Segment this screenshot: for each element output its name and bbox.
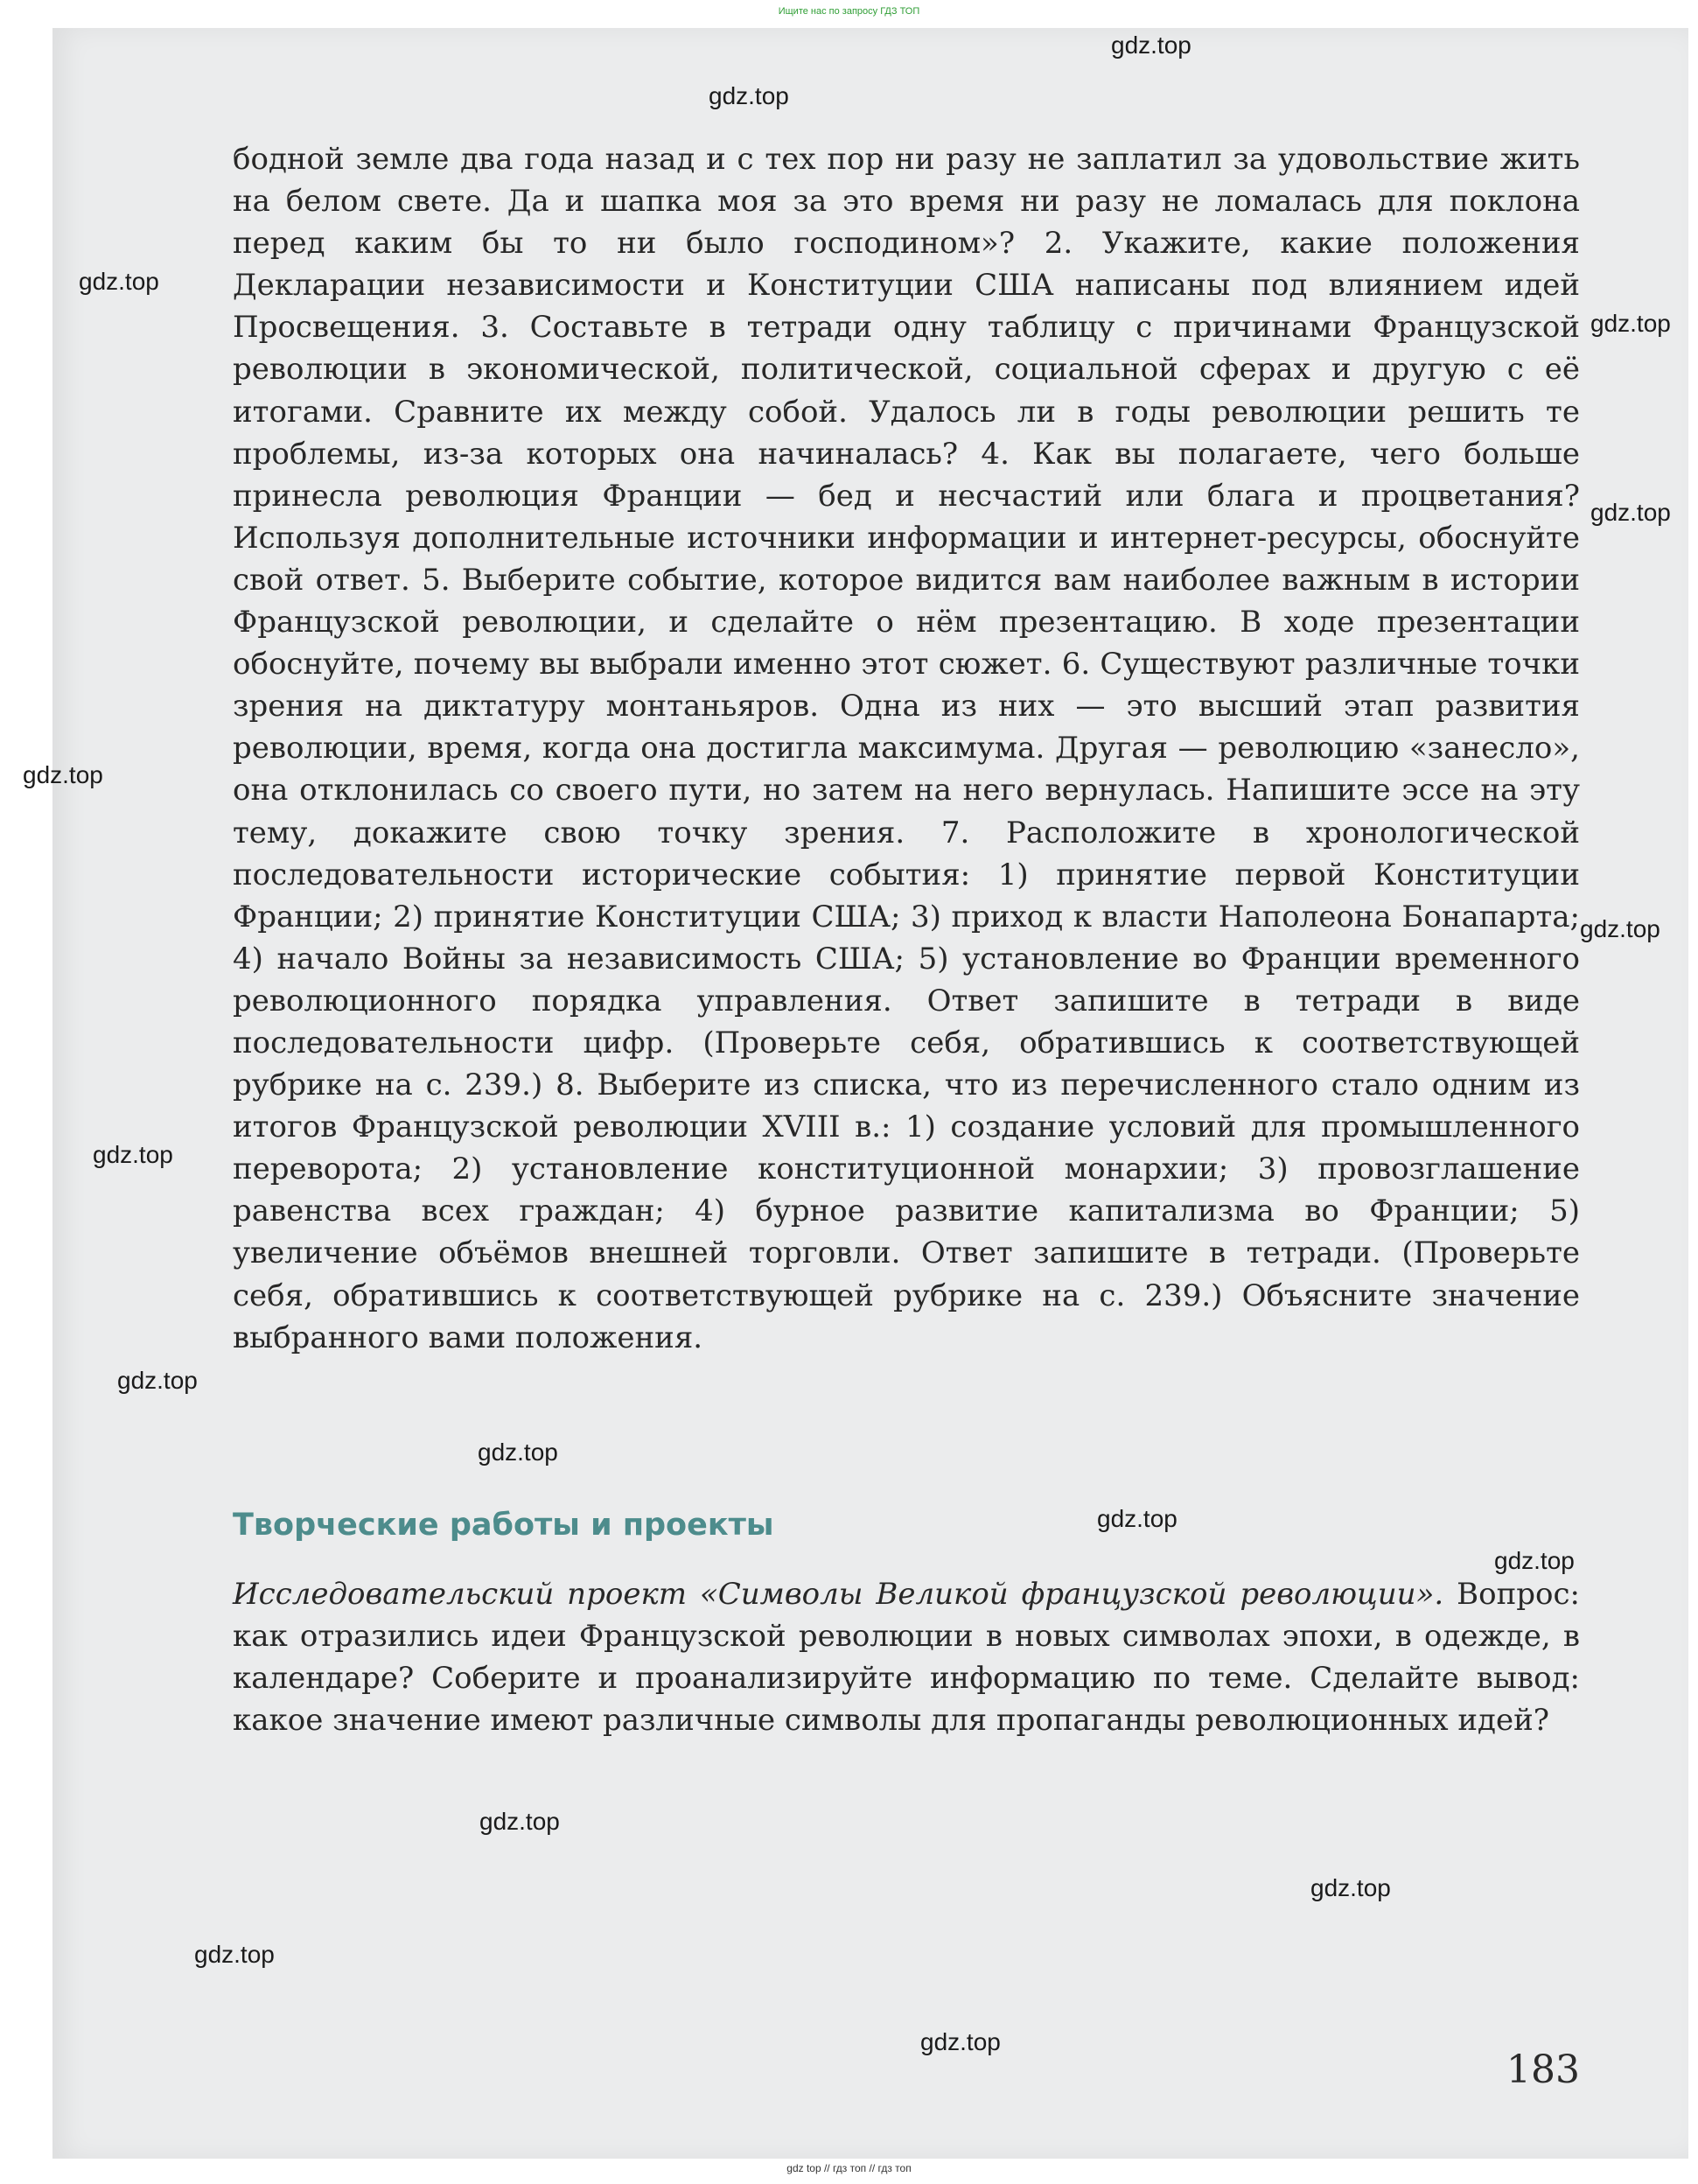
watermark: gdz.top <box>479 1808 560 1835</box>
watermark: gdz.top <box>1580 915 1660 942</box>
page-number: 183 <box>1506 2048 1580 2092</box>
section-heading: Творческие работы и проекты <box>233 1508 774 1543</box>
watermark: gdz.top <box>1097 1505 1177 1532</box>
watermark: gdz.top <box>1111 32 1191 59</box>
top-banner: Ищите нас по запросу ГДЗ ТОП <box>778 6 920 17</box>
bottom-banner: gdz top // гдз топ // гдз топ <box>786 2162 912 2174</box>
watermark: gdz.top <box>1494 1547 1575 1574</box>
watermark: gdz.top <box>93 1141 173 1168</box>
watermark: gdz.top <box>1590 310 1671 337</box>
watermark: gdz.top <box>920 2028 1001 2055</box>
watermark: gdz.top <box>1310 1874 1391 1901</box>
project-description: Вопрос: как отразились идеи Французской революции в новых символах эпохи, в одежде, в календаре? Соберите и проанализируйте информацию по теме. Сделайте вывод: какое значение имеют различные символы для пропаганды революционных идей? <box>233 1577 1580 1739</box>
watermark: gdz.top <box>709 82 789 109</box>
watermark: gdz.top <box>478 1438 558 1466</box>
watermark: gdz.top <box>194 1941 275 1968</box>
watermark: gdz.top <box>23 761 103 788</box>
watermark: gdz.top <box>79 268 159 295</box>
questions-paragraph: бодной земле два года назад и с тех пор ни разу не заплатил за удовольствие жить на белом свете. Да и шапка моя за это время ни разу не ломалась для поклона перед каким бы то ни было господином»? 2. Укажите, какие положения Декларации независимости и Конституции США написаны под влиянием идей Просвещения. 3. Составьте в тетради одну таблицу с причинами Французской революции в экономической, политической, социальной сферах и другую с её итогами. Сравните их между собой. Удалось ли в годы революции решить те проблемы, из-за которых она начиналась? 4. Как вы полагаете, чего больше принесла революция Франции — бед и несчастий или блага и процветания? Используя дополнительные источники информации и интернет-ресурсы, обоснуйте свой ответ. 5. Выберите событие, которое видится вам наиболее важным в истории Французской революции, и сделайте о нём презентацию. В ходе презентации обоснуйте, почему вы выбрали именно этот сюжет. 6. Существуют различные точки зрения на диктатуру монтаньяров. Одна из них — это высший этап развития революции, время, когда она достигла максимума. Другая — революцию «занесло», она отклонилась со своего пути, но затем на него вернулась. Напишите эссе на эту тему, докажите свою точку зрения. 7. Расположите в хронологической последовательности исторические события: 1) принятие первой Конституции Франции; 2) принятие Конституции США; 3) приход к власти Наполеона Бонапарта; 4) начало Войны за независимость США; 5) установление во Франции временного революционного порядка управления. Ответ запишите в тетради в виде последовательности цифр. (Проверьте себя, обратившись к соответствующей рубрике на с. 239.) 8. Выберите из списка, что из перечисленного стало одним из итогов Французской революции XVIII в.: 1) создание условий для промышленного переворота; 2) установление конституционной монархии; 3) провозглашение равенства всех граждан; 4) бурное развитие капитализма во Франции; 5) увеличение объёмов внешней торговли. Ответ запишите в тетради. (Проверьте себя, обратившись к соответствующей рубрике на с. 239.) Объясните значение выбранного вами положения. <box>233 142 1580 1355</box>
watermark: gdz.top <box>117 1367 198 1394</box>
project-title: Исследовательский проект «Символы Великой французской революции». <box>233 1577 1444 1612</box>
project-paragraph <box>233 1573 1580 1741</box>
watermark: gdz.top <box>1590 499 1671 526</box>
